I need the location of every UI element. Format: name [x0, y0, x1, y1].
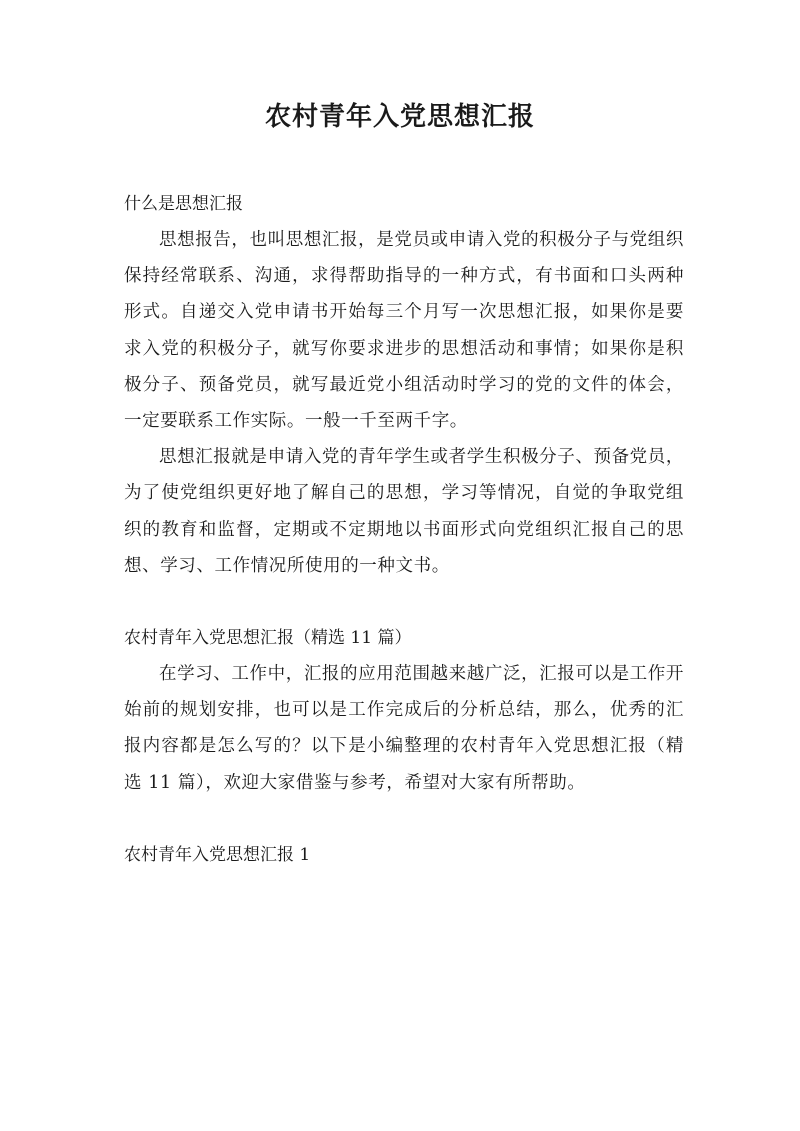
- document-title: 农村青年入党思想汇报: [264, 102, 535, 132]
- paragraph: 思想汇报就是申请入党的青年学生或者学生积极分子、预备党员，为了使党组织更好地了解自己的思想，学习等情况，自觉的争取党组织的教育和监督，定期或不定期地以书面形式向党组织汇报自己的思想、学习、工作情况所使用的一种文书。: [124, 447, 684, 576]
- paragraph: 思想报告，也叫思想汇报，是党员或申请入党的积极分子与党组织保持经常联系、沟通，求得帮助指导的一种方式，有书面和口头两种形式。自递交入党申请书开始每三个月写一次思想汇报，如果你是要求入党的积极分子，就写你要求进步的思想活动和事情；如果你是积极分子、预备党员，就写最近党小组活动时学习的党的文件的体会，一定要联系工作实际。一般一千至两千字。: [124, 230, 684, 432]
- section-heading-report-1: 农村青年入党思想汇报 1: [124, 844, 311, 865]
- section-heading-selected-reports: 农村青年入党思想汇报（精选 11 篇）: [124, 628, 412, 649]
- document-body: [124, 186, 684, 873]
- paragraph: 在学习、工作中，汇报的应用范围越来越广泛，汇报可以是工作开始前的规划安排，也可以是工作完成后的分析总结，那么，优秀的汇报内容都是怎么写的？以下是小编整理的农村青年入党思想汇报（精选 11 篇），欢迎大家借鉴与参考，希望对大家有所帮助。: [124, 664, 684, 793]
- section-spacer: [124, 584, 684, 620]
- section-spacer: [124, 801, 684, 837]
- section-heading-what-is-report: 什么是思想汇报: [124, 194, 243, 214]
